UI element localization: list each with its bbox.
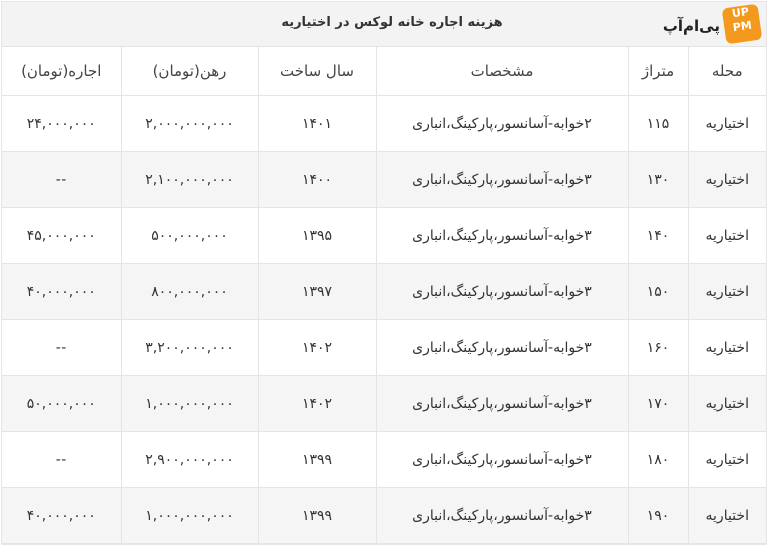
price-table-card xyxy=(1,1,767,545)
features-cell: ۳خوابه-آسانسور،پارکینگ،انباری xyxy=(376,152,628,208)
column-header: متراژ xyxy=(628,47,688,96)
build-year-cell: ۱۴۰۱ xyxy=(258,96,376,152)
rent-cell: ۲۴,۰۰۰,۰۰۰ xyxy=(2,96,121,152)
neighborhood-cell: اختیاریه xyxy=(688,320,766,376)
area-cell: ۱۴۰ xyxy=(628,208,688,264)
features-cell: ۳خوابه-آسانسور،پارکینگ،انباری xyxy=(376,432,628,488)
table-title-bar xyxy=(2,2,766,47)
area-cell: ۱۶۰ xyxy=(628,320,688,376)
build-year-cell: ۱۴۰۰ xyxy=(258,152,376,208)
build-year-cell: ۱۳۹۹ xyxy=(258,432,376,488)
table-row xyxy=(2,96,766,152)
column-header: محله xyxy=(688,47,766,96)
deposit-cell: ۳,۲۰۰,۰۰۰,۰۰۰ xyxy=(121,320,258,376)
column-header: مشخصات xyxy=(376,47,628,96)
brand xyxy=(642,4,762,44)
rent-cell: -- xyxy=(2,432,121,488)
features-cell: ۳خوابه-آسانسور،پارکینگ،انباری xyxy=(376,376,628,432)
deposit-cell: ۲,۱۰۰,۰۰۰,۰۰۰ xyxy=(121,152,258,208)
deposit-cell: ۲,۰۰۰,۰۰۰,۰۰۰ xyxy=(121,96,258,152)
neighborhood-cell: اختیاریه xyxy=(688,488,766,544)
rent-cell: ۴۵,۰۰۰,۰۰۰ xyxy=(2,208,121,264)
neighborhood-cell: اختیاریه xyxy=(688,152,766,208)
features-cell: ۳خوابه-آسانسور،پارکینگ،انباری xyxy=(376,488,628,544)
deposit-cell: ۱,۰۰۰,۰۰۰,۰۰۰ xyxy=(121,376,258,432)
table-row xyxy=(2,432,766,488)
brand-logo-icon: UP PM xyxy=(722,4,763,45)
features-cell: ۳خوابه-آسانسور،پارکینگ،انباری xyxy=(376,264,628,320)
area-cell: ۱۹۰ xyxy=(628,488,688,544)
rent-cell: -- xyxy=(2,320,121,376)
rent-cell: -- xyxy=(2,152,121,208)
build-year-cell: ۱۴۰۲ xyxy=(258,320,376,376)
deposit-cell: ۵۰۰,۰۰۰,۰۰۰ xyxy=(121,208,258,264)
table-row xyxy=(2,376,766,432)
area-cell: ۱۸۰ xyxy=(628,432,688,488)
build-year-cell: ۱۳۹۹ xyxy=(258,488,376,544)
deposit-cell: ۲,۹۰۰,۰۰۰,۰۰۰ xyxy=(121,432,258,488)
build-year-cell: ۱۴۰۲ xyxy=(258,376,376,432)
rent-price-table xyxy=(2,47,766,544)
deposit-cell: ۸۰۰,۰۰۰,۰۰۰ xyxy=(121,264,258,320)
column-header: سال ساخت xyxy=(258,47,376,96)
deposit-cell: ۱,۰۰۰,۰۰۰,۰۰۰ xyxy=(121,488,258,544)
brand-name: پی‌ام‌آپ xyxy=(662,17,720,35)
build-year-cell: ۱۳۹۵ xyxy=(258,208,376,264)
column-header: اجاره(تومان) xyxy=(2,47,121,96)
table-row xyxy=(2,208,766,264)
rent-cell: ۵۰,۰۰۰,۰۰۰ xyxy=(2,376,121,432)
neighborhood-cell: اختیاریه xyxy=(688,96,766,152)
area-cell: ۱۳۰ xyxy=(628,152,688,208)
table-row xyxy=(2,488,766,544)
table-title: هزینه اجاره خانه لوکس در اختیاریه xyxy=(281,15,503,30)
neighborhood-cell: اختیاریه xyxy=(688,432,766,488)
neighborhood-cell: اختیاریه xyxy=(688,208,766,264)
table-header-row xyxy=(2,47,766,96)
rent-cell: ۴۰,۰۰۰,۰۰۰ xyxy=(2,264,121,320)
build-year-cell: ۱۳۹۷ xyxy=(258,264,376,320)
table-row xyxy=(2,320,766,376)
table-row xyxy=(2,152,766,208)
neighborhood-cell: اختیاریه xyxy=(688,264,766,320)
features-cell: ۲خوابه-آسانسور،پارکینگ،انباری xyxy=(376,96,628,152)
area-cell: ۱۷۰ xyxy=(628,376,688,432)
rent-cell: ۴۰,۰۰۰,۰۰۰ xyxy=(2,488,121,544)
neighborhood-cell: اختیاریه xyxy=(688,376,766,432)
column-header: رهن(تومان) xyxy=(121,47,258,96)
features-cell: ۳خوابه-آسانسور،پارکینگ،انباری xyxy=(376,208,628,264)
features-cell: ۳خوابه-آسانسور،پارکینگ،انباری xyxy=(376,320,628,376)
area-cell: ۱۱۵ xyxy=(628,96,688,152)
area-cell: ۱۵۰ xyxy=(628,264,688,320)
table-row xyxy=(2,264,766,320)
